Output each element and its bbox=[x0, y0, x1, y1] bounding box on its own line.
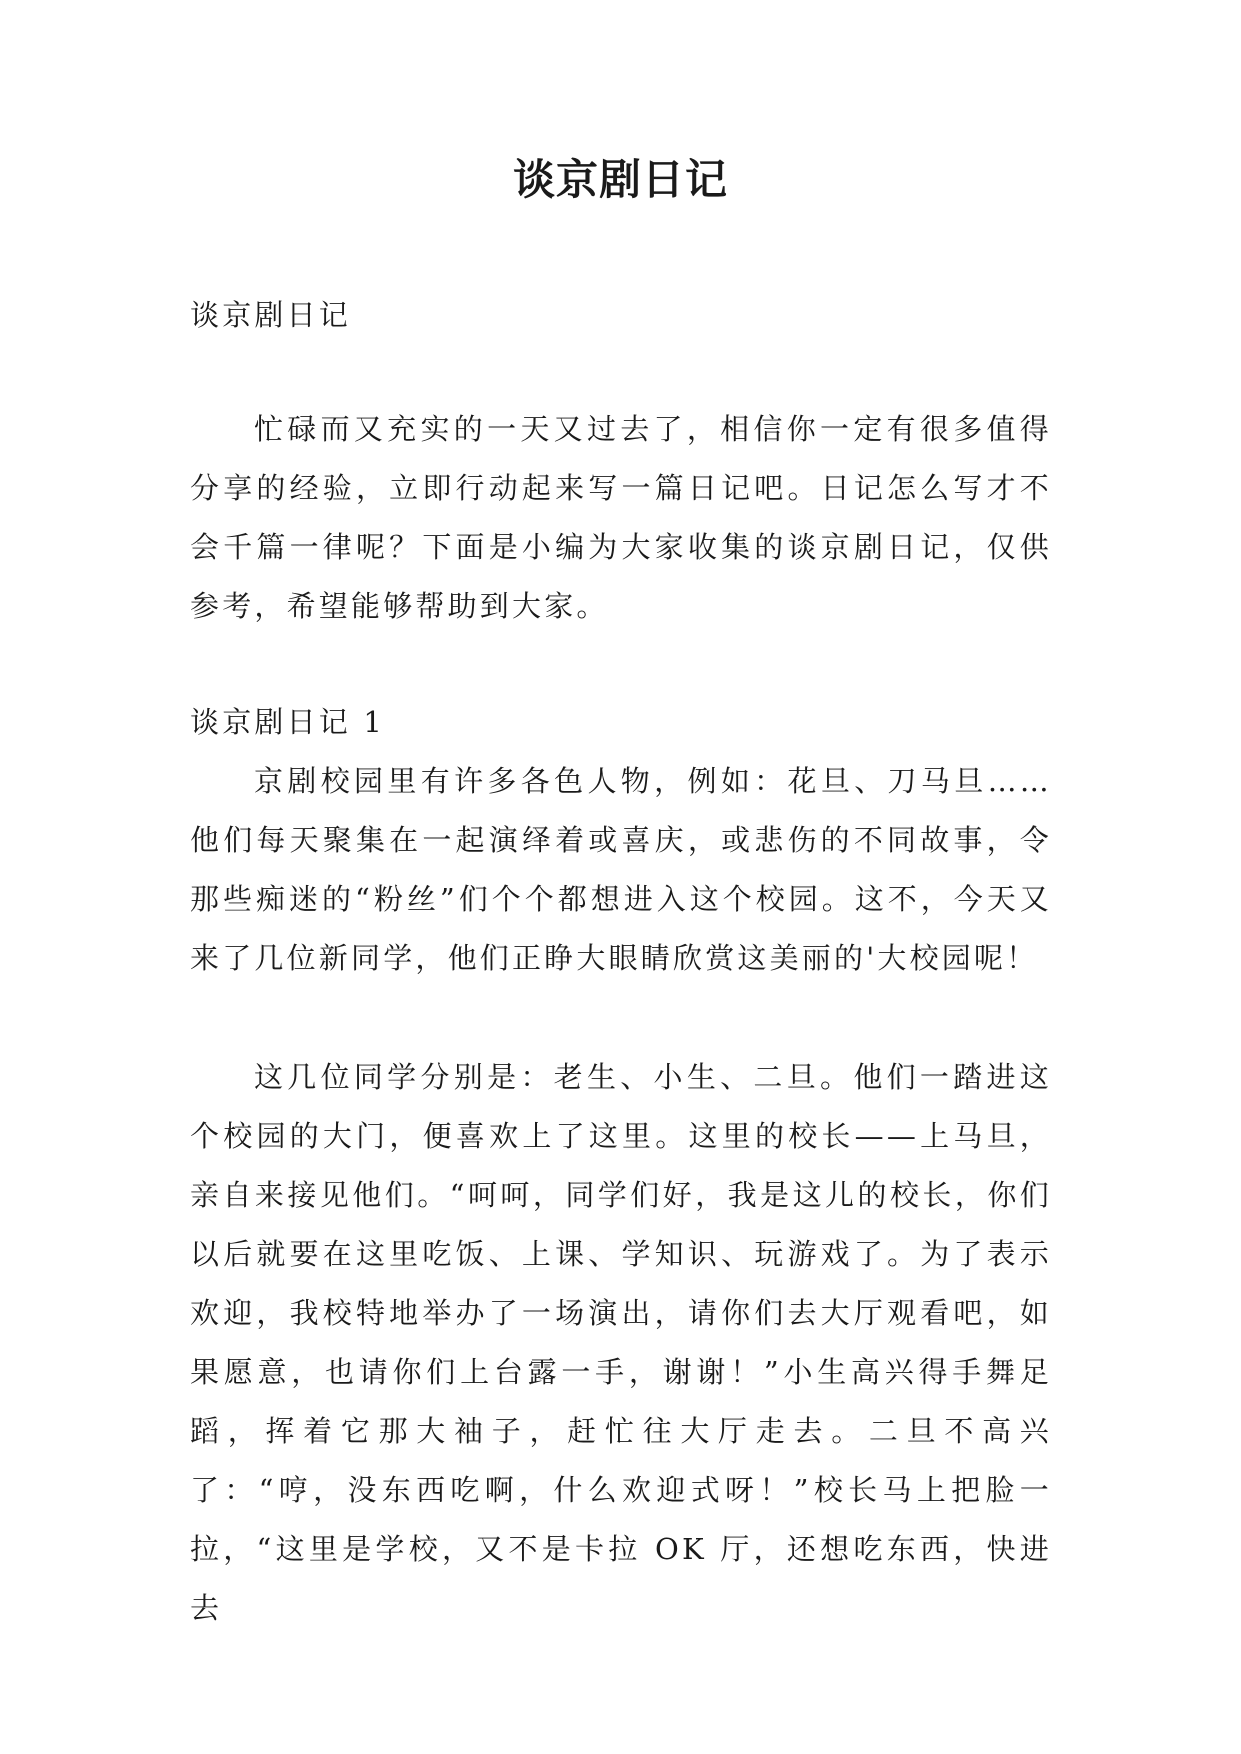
section-heading-text: 谈京剧日记 1 bbox=[190, 705, 386, 739]
intro-paragraph bbox=[190, 400, 1052, 636]
paragraph-2-text: 这几位同学分别是：老生、小生、二旦。他们一踏进这个校园的大门，便喜欢上了这里。这里的校长——上马旦，亲自来接见他们。“呵呵，同学们好，我是这儿的校长，你们以后就要在这里吃饭、上课、学知识、玩游戏了。为了表示欢迎，我校特地举办了一场演出，请你们去大厅观看吧，如果愿意，也请你们上台露一手，谢谢！”小生高兴得手舞足蹈，挥着它那大袖子，赶忙往大厅走去。二旦不高兴了：“哼，没东西吃啊，什么欢迎式呀！”校长马上把脸一拉，“这里是学校，又不是卡拉 OK 厅，还想吃东西，快进去 bbox=[190, 1060, 1052, 1625]
document-title: 谈京剧日记 bbox=[512, 155, 728, 204]
subtitle-text: 谈京剧日记 bbox=[190, 298, 352, 332]
body-paragraph-2 bbox=[190, 1048, 1052, 1638]
section-heading bbox=[190, 693, 1052, 752]
paragraph-1-text: 京剧校园里有许多各色人物，例如：花旦、刀马旦……他们每天聚集在一起演绎着或喜庆，或悲伤的不同故事，令那些痴迷的“粉丝”们个个都想进入这个校园。这不，今天又来了几位新同学，他们正睁大眼睛欣赏这美丽的'大校园呢！ bbox=[190, 764, 1052, 975]
body-paragraph-1 bbox=[190, 752, 1052, 988]
document-subtitle bbox=[190, 286, 1052, 345]
intro-text: 忙碌而又充实的一天又过去了，相信你一定有很多值得分享的经验，立即行动起来写一篇日记吧。日记怎么写才不会千篇一律呢？下面是小编为大家收集的谈京剧日记，仅供参考，希望能够帮助到大家。 bbox=[190, 412, 1052, 623]
